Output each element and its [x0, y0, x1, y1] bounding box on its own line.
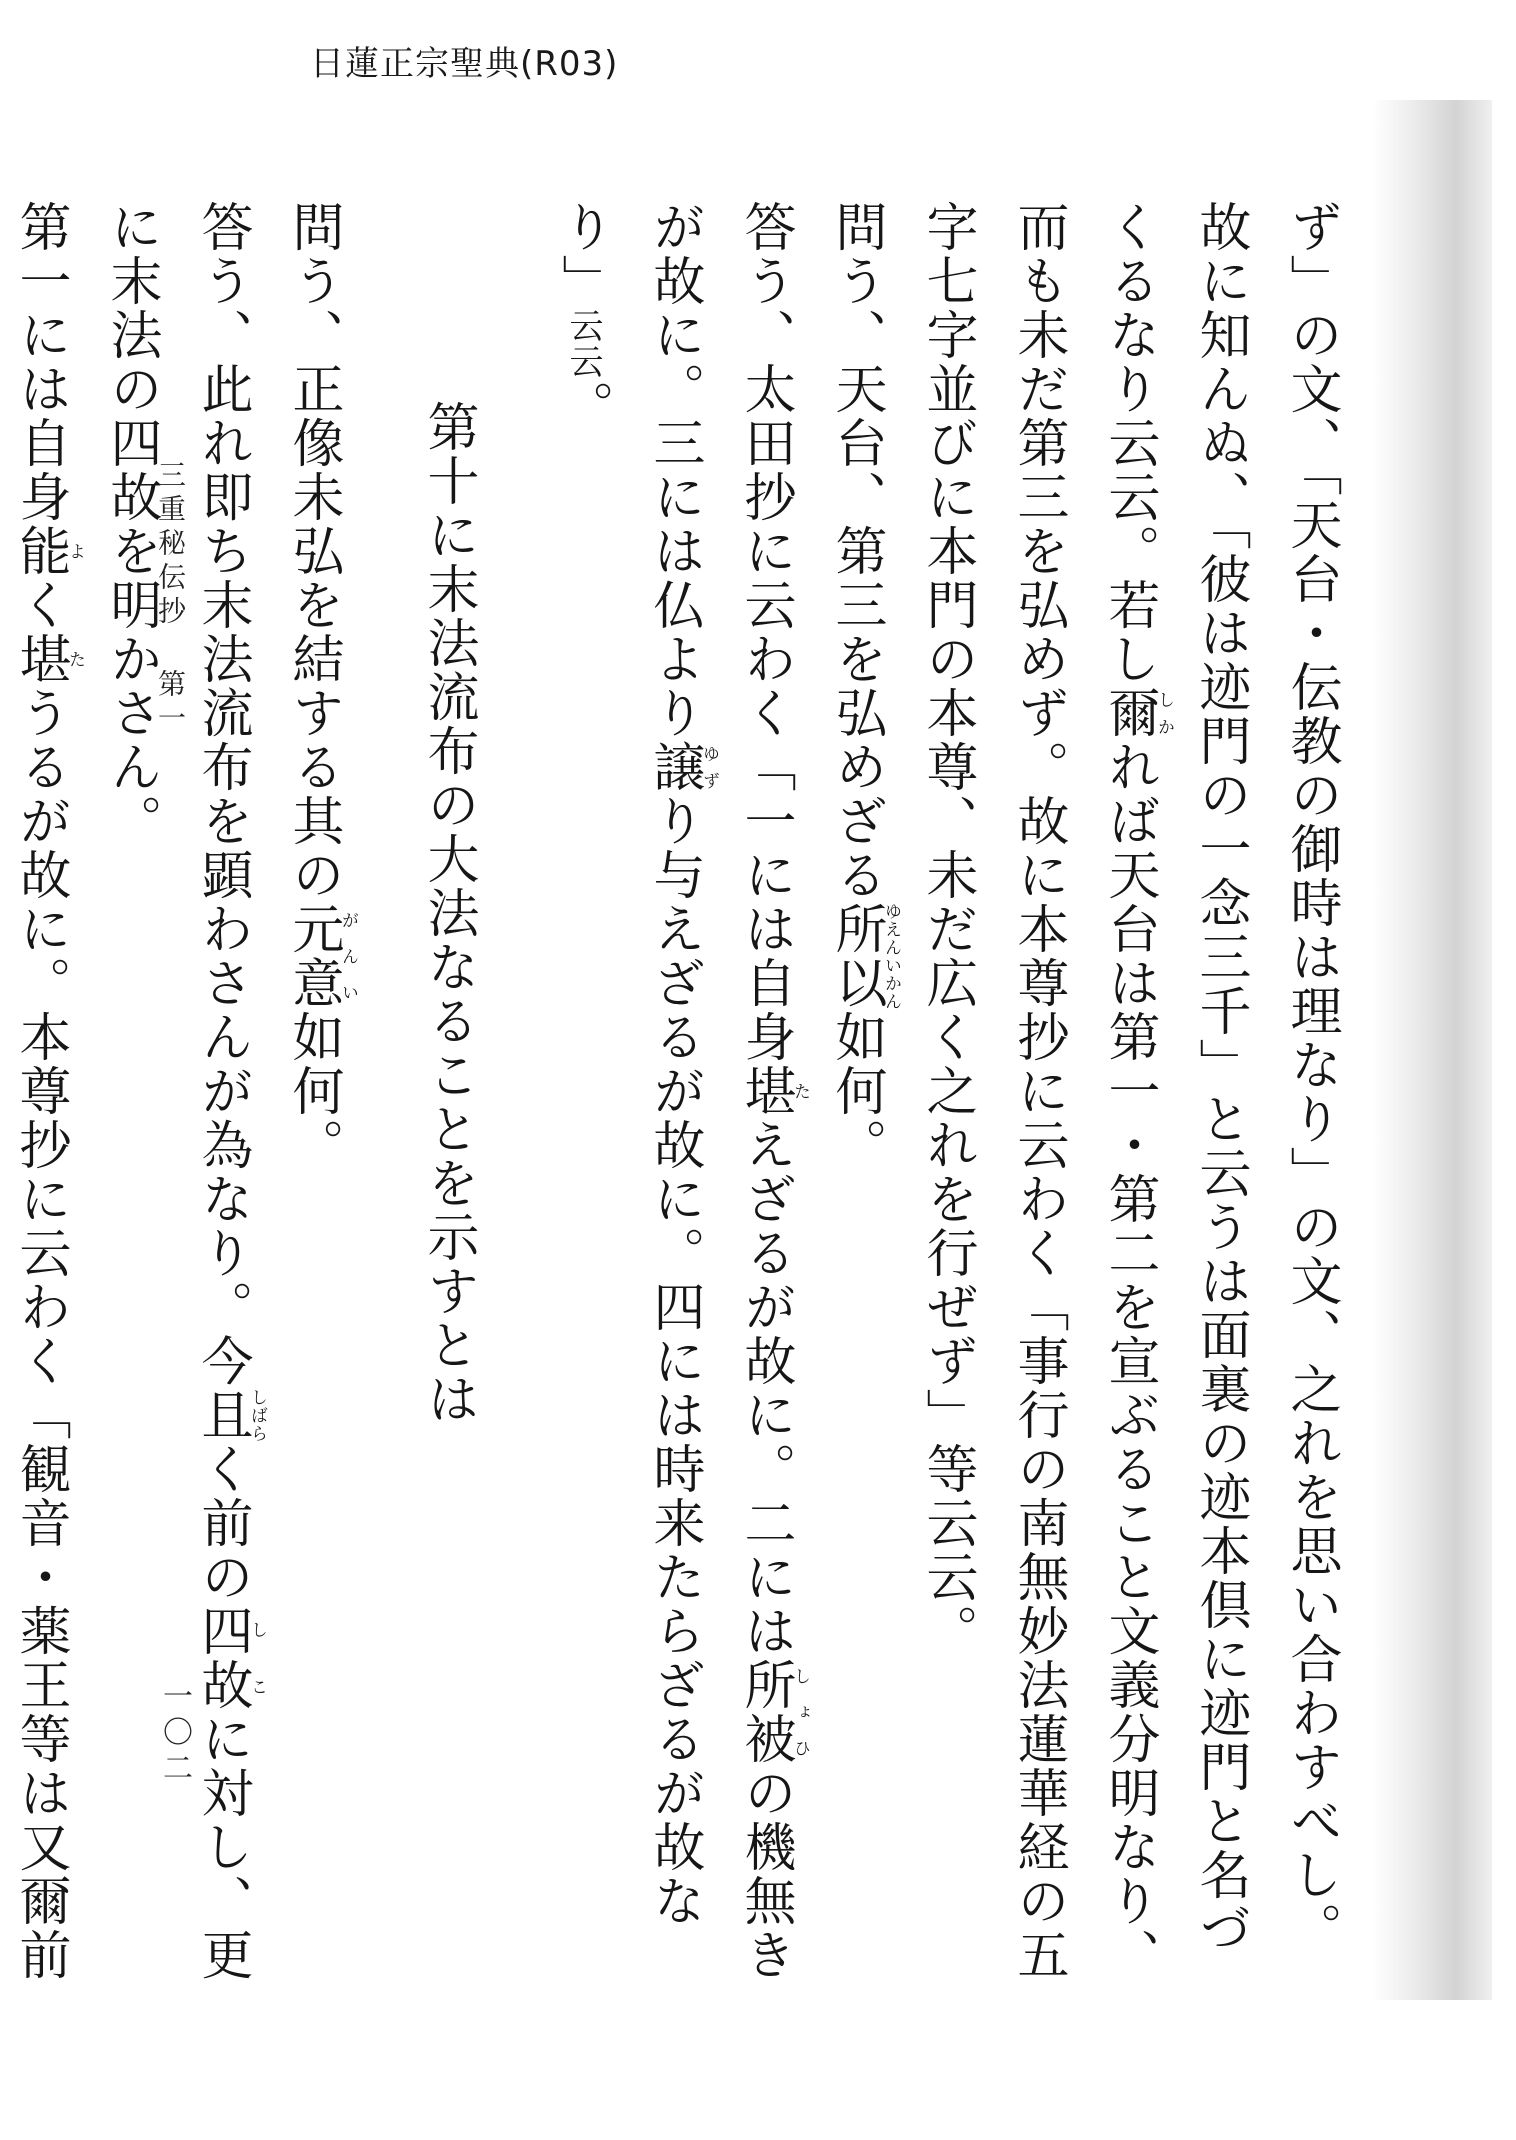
ruby-shiko: 四故しこ	[192, 1604, 267, 1712]
paragraph-answer-1: 答う、太田抄に云わく「一には自身堪たえざるが故に。二には所被しょひの機無きが故に。三には仏より譲ゆずり与えざるが故に。四には時来たらざるが故なり」云云。	[553, 200, 810, 1982]
paragraph-question-1: 問う、天台、第三を弘めざる所以ゆえんいかん如何。	[826, 200, 901, 1172]
ruby-shika: 爾しか	[1099, 686, 1174, 740]
ruby-shibara: 且しばら	[192, 1388, 267, 1442]
running-footer-title: 三重秘伝抄 第一	[154, 460, 187, 737]
ruby-ta: 堪た	[735, 1064, 810, 1118]
page-header-title: 日蓮正宗聖典(R03)	[310, 44, 619, 84]
paragraph-first-reason: 第一には自身能よく堪たうるが故に。本尊抄に云わく「観音・薬王等は又爾前	[10, 200, 85, 1982]
ruby-yuen: 所以ゆえんいかん	[826, 902, 901, 1010]
paragraph-question-2: 問う、正像未弘を結する其の元意がんい如何。	[283, 200, 358, 1172]
vertical-body-text	[10, 200, 1356, 2000]
ruby-shohi: 所被しょひ	[735, 1658, 810, 1766]
ruby-yo: 能よ	[10, 524, 85, 578]
ruby-ganni: 元意がんい	[283, 902, 358, 1010]
ruby-yuzu: 譲ゆず	[644, 740, 719, 794]
page-number: 一〇二	[157, 1680, 192, 1788]
paragraph-1: ず」の文、「天台・伝教の御時は理なり」の文、之れを思い合わすべし。故に知んぬ、「彼は迹門の一念三千」と云うは面裏の迹本倶に迹門と名づくるなり云云。若し爾しかれば天台は第一・第二を宣ぶること文義分明なり、而も未だ第三を弘めず。故に本尊抄に云わく「事行の南無妙法蓮華経の五字七字並びに本門の本尊、未だ広く之れを行ぜず」等云云。	[917, 200, 1341, 1982]
ruby-ta-2: 堪た	[10, 632, 85, 686]
scan-shadow	[1372, 100, 1492, 2000]
section-heading: 第十に末法流布の大法なることを示すとは	[418, 400, 478, 1426]
paragraph-answer-2: 答う、此れ即ち末法流布を顕わさんが為なり。今且しばらく前の四故しこに対し、更に末法の四故を明かさん。	[101, 200, 267, 1982]
